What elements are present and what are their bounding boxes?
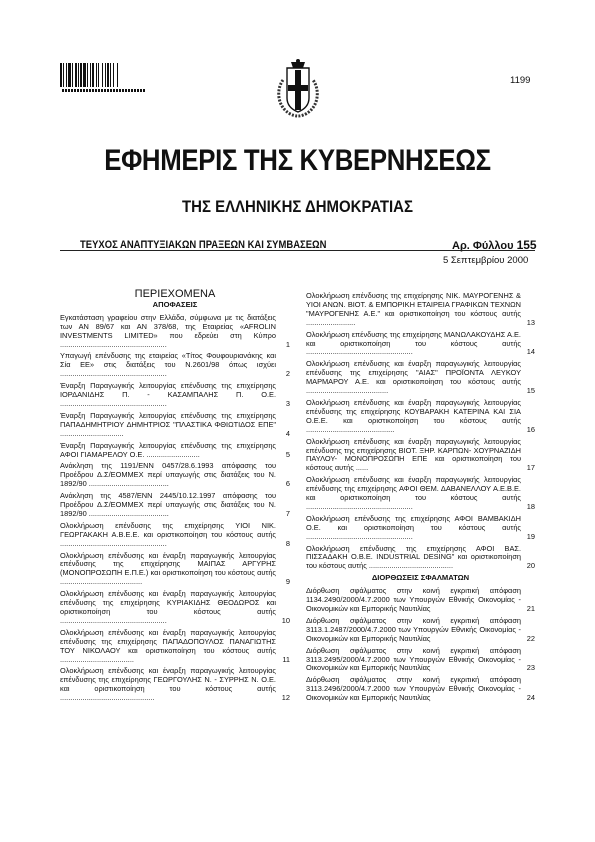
contents-entry xyxy=(306,292,535,328)
contents-entry xyxy=(60,522,290,549)
entry-text: Ολοκλήρωση επένδυσης και έναρξη παραγωγικής λειτουργίας επένδυσης της επιχείρησης ΒΙΟΤ. ΞΗΡ. ΚΑΡΠΩΝ- ΧΟΥΡΝΑΖΙΔΗ ΠΑΥΛΟΥ- ΜΟΝΟΠΡΟΣΩΠΗ ΕΠΕ και οριστικοποίηση του κόστους αυτής ...... xyxy=(306,436,521,473)
greek-coat-of-arms-icon xyxy=(273,58,323,120)
entry-page-number: 16 xyxy=(526,424,535,434)
contents-entry xyxy=(306,515,535,542)
contents-entry xyxy=(306,476,535,512)
entry-text: Ανάκληση της 1191/ΕΝΝ 0457/28.6.1993 απόφασης του Προέδρου Δ.Σ/ΕΟΜΜΕΧ περί υπαγωγής στις διατάξεις του Ν. 1892/90 ....................................... xyxy=(60,461,276,489)
entry-page-number: 8 xyxy=(285,538,290,548)
entry-text: Έναρξη Παραγωγικής λειτουργίας επένδυσης της επιχείρησης ΙΟΡΔΑΝΙΔΗΣ Π. - ΚΑΣΑΜΠΑΛΗΣ Π. Ο.Ε. .................................................... xyxy=(60,381,276,408)
entry-text: Διόρθωση σφάλματος στην κοινή εγκριτική απόφαση 3113.2496/2000/4.7.2000 των Υπουργών Εθνικής Οικονομίας - Οικονομικών και Εμπορικής Ναυτιλίας xyxy=(306,675,521,703)
entry-page-number: 1 xyxy=(285,339,290,349)
entry-text: Διόρθωση σφάλματος στην κοινή εγκριτική απόφαση 3113.2495/2000/4.7.2000 των Υπουργών Εθνικής Οικονομίας - Οικονομικών και Εμπορικής Ναυτιλίας xyxy=(306,645,521,673)
contents-entry xyxy=(60,629,290,665)
contents-entry xyxy=(306,399,535,435)
entry-text: Ολοκλήρωση επένδυσης της επιχείρησης ΜΑΝΩΛΑΚΟΥΔΗΣ Α.Ε. και οριστικοποίηση του κόστους αυτής .................................................... xyxy=(306,329,521,357)
contents-entry xyxy=(60,314,290,350)
barcode xyxy=(60,63,146,93)
series-title: ΤΕΥΧΟΣ ΑΝΑΠΤΥΞΙΑΚΩΝ ΠΡΑΞΕΩΝ ΚΑΙ ΣΥΜΒΑΣΕΩΝ xyxy=(80,239,327,251)
entry-text: Ολοκλήρωση επένδυσης και έναρξη παραγωγικής λειτουργίας επένδυσης της επιχείρησης ΓΕΩΡΓΟΥΛΗΣ Ν. - ΣΥΡΡΗΣ Ν. Ο.Ε. και οριστικοποίηση του κόστους αυτής .............................................. xyxy=(60,666,276,703)
contents-right-list xyxy=(306,292,535,571)
entry-page-number: 20 xyxy=(526,561,535,571)
entry-page-number: 12 xyxy=(281,693,290,703)
entry-text: Ολοκλήρωση επένδυσης και έναρξη παραγωγικής λειτουργίας επένδυσης της επιχείρησης ΠΑΠΑΔΟΠΟΥΛΟΣ ΠΑΝΑΓΙΩΤΗΣ ΤΟΥ ΝΙΚΟΛΑΟΥ και οριστικοποίηση του κόστους αυτής .................................... xyxy=(60,627,276,664)
contents-entry xyxy=(60,382,290,409)
decisions-heading: ΑΠΟΦΑΣΕΙΣ xyxy=(152,299,198,309)
entry-text: Υπαγωγή επένδυσης της εταιρείας «Τίτος Φουφουριανάκης και Σία ΕΕ» στις διατάξεις του Ν.2601/98 όπως ισχύει .................................................... xyxy=(60,351,276,379)
corrections-heading: ΔΙΟΡΘΩΣΕΙΣ ΣΦΑΛΜΑΤΩΝ xyxy=(371,573,470,583)
contents-entry xyxy=(306,438,535,474)
entry-page-number: 15 xyxy=(526,386,535,396)
contents-entry xyxy=(306,587,535,614)
contents-entry xyxy=(60,552,290,588)
entry-page-number: 14 xyxy=(526,347,535,357)
contents-entry xyxy=(60,442,290,460)
gazette-subtitle: ΤΗΣ ΕΛΛΗΝΙΚΗΣ ΔΗΜΟΚΡΑΤΙΑΣ xyxy=(182,197,413,216)
entry-text: Ολοκλήρωση επένδυσης και έναρξη παραγωγικής λειτουργίας επένδυσης της επιχείρησης ΑΦΟΙ ΘΕΜ. ΔΑΒΑΝΕΛΛΟΥ Α.Ε.Β.Ε. και οριστικοποίηση του κόστους αυτής .................................................... xyxy=(306,475,521,511)
entry-page-number: 7 xyxy=(285,508,290,518)
entry-page-number: 4 xyxy=(285,428,290,438)
corrections-list xyxy=(306,587,535,703)
contents-entry xyxy=(306,360,535,396)
entry-page-number: 22 xyxy=(526,633,535,643)
contents-left-column xyxy=(60,290,290,706)
entry-page-number: 10 xyxy=(281,615,290,625)
entry-text: Ολοκλήρωση επένδυσης και έναρξη παραγωγικής λειτουργίας επένδυσης της επιχείρησης ΜΑΙΠΑΣ ΑΡΓΥΡΗΣ (ΜΟΝΟΠΡΟΣΩΠΗ Ε.Π.Ε.) και οριστικοποίηση του κόστους αυτής ........................................ xyxy=(60,550,276,587)
entry-text: Ολοκλήρωση επένδυσης της επιχείρησης ΑΦΟΙ ΒΑΣ. ΠΙΣΣΑΔΑΚΗ Ο.Β.Ε. INDUSTRIAL DESING" και οριστικοποίηση του κόστους αυτής ......................................... xyxy=(306,543,521,571)
entry-page-number: 13 xyxy=(526,317,535,327)
entry-text: Διόρθωση σφάλματος στην κοινή εγκριτική απόφαση 3113.1.2487/2000/4.7.2000 των Υπουργών Εθνικής Οικονομίας - Οικονομικών και Εμπορικής Ναυτιλίας xyxy=(306,615,521,643)
entry-page-number: 24 xyxy=(526,693,535,703)
entry-page-number: 18 xyxy=(526,501,535,511)
contents-entry xyxy=(60,462,290,489)
contents-left-list xyxy=(60,314,290,703)
entry-page-number: 5 xyxy=(285,449,290,459)
entry-text: Ολοκλήρωση επένδυσης της επιχείρησης ΑΦΟΙ ΒΑΜΒΑΚΙΔΗ Ο.Ε. και οριστικοποίηση του κόστους αυτής .................................................... xyxy=(306,513,521,541)
contents-entry xyxy=(60,667,290,703)
entry-page-number: 3 xyxy=(285,398,290,408)
entry-page-number: 11 xyxy=(282,654,290,664)
entry-text: Διόρθωση σφάλματος στην κοινή εγκριτική απόφαση 1134.2490/2000/4.7.2000 των Υπουργών Εθνικής Οικονομίας - Οικονομικών και Εμπορικής Ναυτιλίας xyxy=(306,586,521,613)
contents-entry xyxy=(306,617,535,644)
entry-text: Ολοκλήρωση επένδυσης και έναρξη παραγωγικής λειτουργίας επένδυσης της επιχείρησης "ΑΙΑΣ" ΠΡΟΪΟΝΤΑ ΛΕΥΚΟΥ ΜΑΡΜΑΡΟΥ Α.Ε. και οριστικοποίηση του κόστους αυτής ........................................ xyxy=(306,359,521,396)
gazette-title: ΕΦΗΜΕΡΙΣ ΤΗΣ ΚΥΒΕΡΝΗΣΕΩΣ xyxy=(104,144,491,177)
entry-page-number: 6 xyxy=(285,479,290,489)
entry-page-number: 2 xyxy=(285,369,290,379)
entry-text: Ολοκλήρωση επένδυσης της επιχείρησης ΝΙΚ. ΜΑΥΡΟΓΕΝΗΣ & ΥΙΟΙ ΑΝΩΝ. ΒΙΟΤ. & ΕΜΠΟΡΙΚΗ ΕΤΑΙΡΕΙΑ ΓΡΑΦΙΚΩΝ ΤΕΧΝΩΝ "ΜΑΥΡΟΓΕΝΗΣ Α.Ε." και οριστικοποίηση του κόστους αυτής ........................ xyxy=(306,291,521,327)
contents-entry xyxy=(60,412,290,439)
contents-entry xyxy=(306,331,535,358)
entry-text: Ανάκληση της 4587/ΕΝΝ 2445/10.12.1997 απόφασης του Προέδρου Δ.Σ/ΕΟΜΜΕΧ περί υπαγωγής στις διατάξεις του Ν. 1892/90 ....................................... xyxy=(60,491,276,518)
contents-entry xyxy=(60,352,290,379)
entry-text: Ολοκλήρωση επένδυσης και έναρξη παραγωγικής λειτουργίας επένδυσης της επιχείρησης ΚΟΥΒΑΡΑΚΗ ΚΑΤΕΡΙΝΑ ΚΑΙ ΣΙΑ Ο.Ε.Ε. και οριστικοποίηση του κόστους αυτής ........................................... xyxy=(306,397,521,434)
entry-text: Έναρξη Παραγωγικής λειτουργίας επένδυσης της επιχείρησης ΠΑΠΑΔΗΜΗΤΡΙΟΥ ΔΗΜΗΤΡΙΟΣ "ΠΛΑΣΤΙΚΑ ΦΘΙΩΤΙΔΟΣ ΕΠΕ" ............................... xyxy=(60,410,276,438)
issue-number: 155 xyxy=(516,238,537,252)
contents-right-column xyxy=(306,292,535,706)
entry-text: Ολοκλήρωση επένδυσης και έναρξη παραγωγικής λειτουργίας επένδυσης της επιχείρησης ΚΥΡΙΑΚΙΔΗΣ ΘΕΟΔΩΡΟΣ και οριστικοποίηση του κόστους αυτής .................................................... xyxy=(60,589,276,625)
issue-label-text: Αρ. Φύλλου xyxy=(452,240,514,252)
entry-text: Έναρξη Παραγωγικής λειτουργίας επένδυσης της επιχείρησης ΑΦΟΙ ΓΙΑΜΑΡΕΛΟΥ Ο.Ε. .......................... xyxy=(60,440,276,459)
header-divider xyxy=(60,250,535,251)
page-number: 1199 xyxy=(510,75,531,86)
entry-page-number: 19 xyxy=(526,531,535,541)
entry-page-number: 17 xyxy=(526,463,535,473)
contents-entry xyxy=(60,492,290,519)
issue-date: 5 Σεπτεμβρίου 2000 xyxy=(443,255,529,266)
contents-heading: ΠΕΡΙΕΧΟΜΕΝΑ xyxy=(134,288,216,300)
entry-page-number: 23 xyxy=(526,663,535,673)
entry-text: Ολοκλήρωση επένδυσης της επιχείρησης ΥΙΟΙ ΝΙΚ. ΓΕΩΡΓΑΚΑΚΗ Α.Β.Ε.Ε. και οριστικοποίηση του κόστους αυτής .................................................... xyxy=(60,520,276,548)
entry-text: Εγκατάσταση γραφείου στην Ελλάδα, σύμφωνα με τις διατάξεις των ΑΝ 89/67 και ΑΝ 378/68, της Εταιρείας «AFROLIN INVESTMENTS LIMITED» που εδρεύει στη Κύπρο .................................................... xyxy=(60,312,276,349)
contents-entry xyxy=(306,545,535,572)
contents-entry xyxy=(306,676,535,703)
contents-entry xyxy=(60,590,290,626)
entry-page-number: 9 xyxy=(285,577,290,587)
contents-entry xyxy=(306,647,535,674)
entry-page-number: 21 xyxy=(526,604,535,613)
